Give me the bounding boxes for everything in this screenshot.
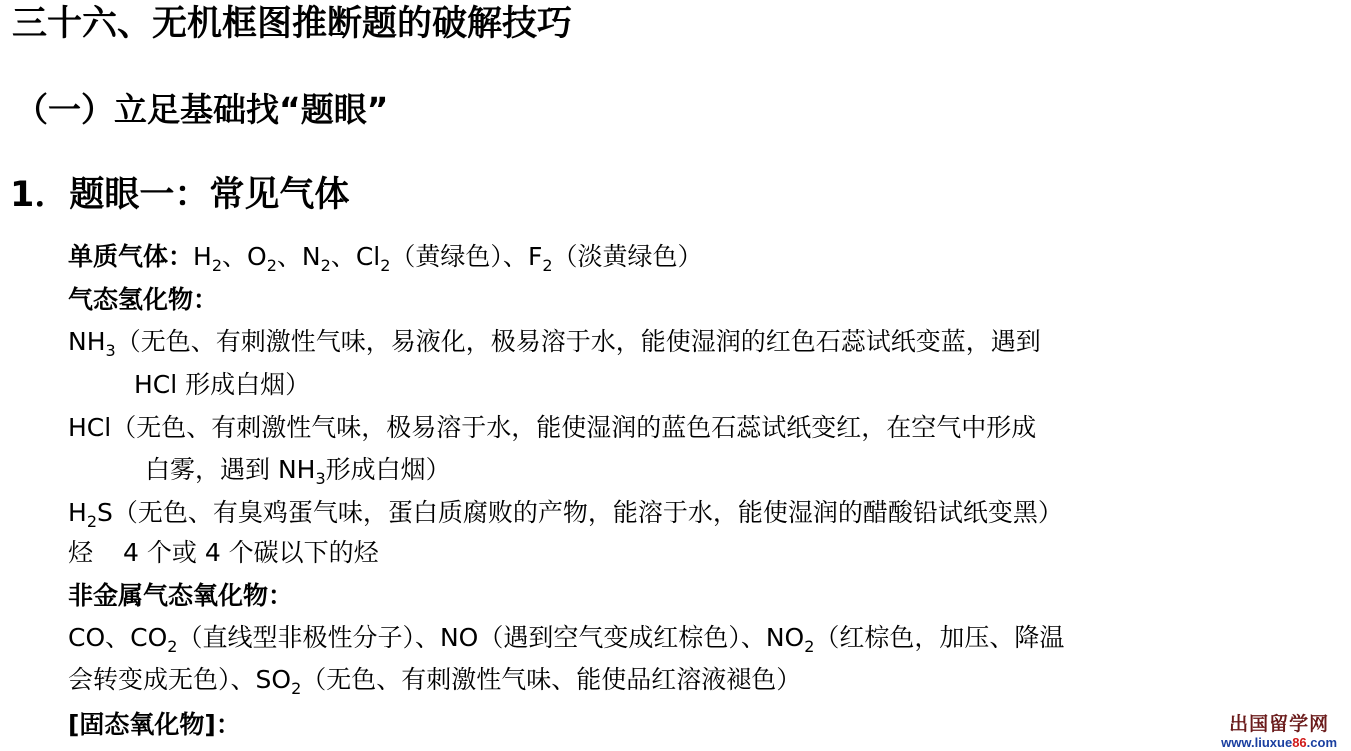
section-heading: （一）立足基础找“题眼”: [15, 90, 389, 129]
separator: 、: [222, 242, 248, 271]
oxides-note: （直线型非极性分子）、NO（遇到空气变成红棕色）、NO: [177, 623, 805, 652]
hcl-desc-part: 形成白烟）: [325, 455, 451, 484]
hcl-desc-part: 白雾，遇到 NH: [145, 455, 316, 484]
oxides-note: 会转变成无色）、SO: [68, 665, 292, 694]
subscript: 2: [167, 637, 178, 656]
single-gas-line: [68, 239, 703, 275]
subscript: 2: [291, 679, 302, 698]
nh3-line-1: [68, 324, 1041, 360]
nh3-description: （无色、有刺激性气味，易液化，极易溶于水，能使湿润的红色石蕊试纸变蓝，遇到: [115, 327, 1041, 356]
formula-f2: $F_2$: [527, 242, 553, 275]
subscript: 2: [804, 637, 815, 656]
oxides-line-1: [68, 620, 1064, 656]
watermark-logo: [1221, 714, 1337, 750]
formula-h2s: H: [68, 498, 87, 527]
single-gas-label: 单质气体：: [68, 242, 194, 271]
hydride-label: 气态氢化物：: [68, 285, 219, 314]
page-title: 三十六、无机框图推断题的破解技巧: [12, 4, 573, 44]
subscript: 3: [315, 469, 326, 488]
separator: 、: [276, 242, 302, 271]
no2-note: （红棕色，加压、降温: [814, 623, 1065, 652]
hcl-line-1: HCl（无色、有刺激性气味，极易溶于水，能使湿润的蓝色石蕊试纸变红，在空气中形成: [68, 413, 1037, 442]
subscript: 2: [86, 512, 97, 531]
solid-oxide-label: [固态氧化物]：: [68, 710, 241, 739]
watermark-title: 出国留学网: [1229, 714, 1330, 735]
hydrocarbon-name: 烃: [68, 538, 94, 567]
nh3-line-2: HCl 形成白烟）: [134, 370, 311, 399]
h2s-line: [68, 495, 1063, 531]
formula-n2: $N_2$: [301, 242, 331, 275]
formula-cl2: $Cl_2$: [355, 242, 391, 275]
formula-o2: $O_2$: [247, 242, 277, 275]
separator: 、: [330, 242, 356, 271]
hydrocarbon-description: 4 个或 4 个碳以下的烃: [123, 538, 379, 567]
oxides-line-2: [68, 662, 801, 698]
subsection-heading: 1．题眼一：常见气体: [10, 175, 350, 215]
formula-co: CO、CO: [68, 623, 168, 652]
cl2-note: （黄绿色）、: [390, 242, 528, 271]
h2s-description: S（无色、有臭鸡蛋气味，蛋白质腐败的产物，能溶于水，能使湿润的醋酸铅试纸变黑）: [97, 498, 1063, 527]
formula-nh3: $NH_3$: [68, 327, 116, 360]
oxide-label: 非金属气态氧化物：: [68, 581, 294, 610]
hcl-line-2: [145, 452, 451, 488]
hydrocarbon-line: [68, 535, 379, 571]
watermark-url: www.liuxue86.com: [1221, 735, 1337, 750]
so2-note: （无色、有刺激性气味、能使品红溶液褪色）: [301, 665, 802, 694]
formula-h2: $H_2$: [193, 242, 223, 275]
f2-note: （淡黄绿色）: [552, 242, 703, 271]
